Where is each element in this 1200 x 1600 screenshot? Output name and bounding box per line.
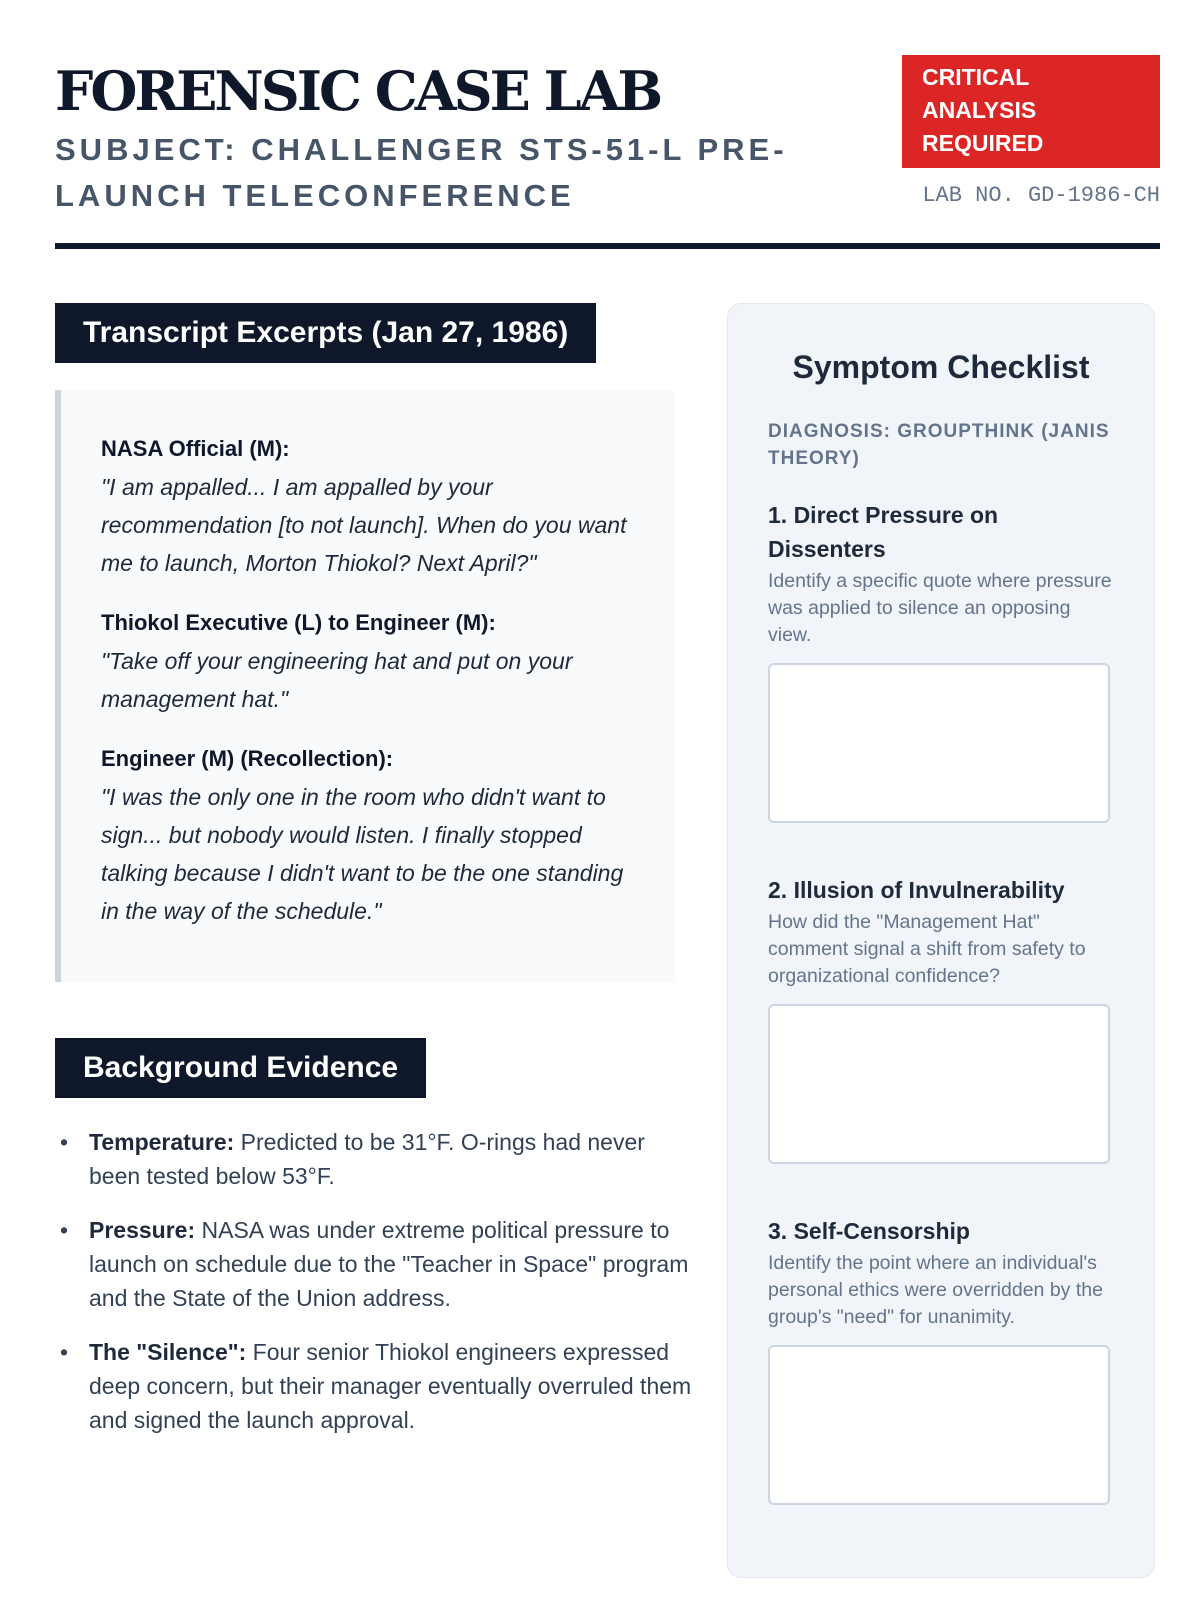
- symptom-title: 2. Illusion of Invulnerability: [768, 877, 1065, 903]
- evidence-list: [55, 1125, 695, 1457]
- symptom-prompt: Identify the point where an individual's personal ethics were overridden by the group's "need" for unanimity.: [768, 1252, 1103, 1328]
- case-subject: SUBJECT: CHALLENGER STS-51-L PRE-LAUNCH TELECONFERENCE: [55, 132, 788, 213]
- transcript-panel: [55, 390, 675, 982]
- transcript-entry: [101, 740, 645, 930]
- symptom-item: [768, 873, 1114, 1164]
- evidence-text: Four senior Thiokol engineers expressed deep concern, but their manager eventually overruled them and signed the launch approval.: [89, 1339, 692, 1433]
- symptom-2-answer-field[interactable]: [768, 1004, 1110, 1164]
- evidence-heading: Background Evidence: [55, 1038, 426, 1098]
- symptom-prompt: Identify a specific quote where pressure was applied to silence an opposing view.: [768, 570, 1112, 646]
- evidence-label: Pressure:: [89, 1217, 196, 1243]
- symptom-checklist-panel: [727, 303, 1155, 1578]
- evidence-label: Temperature:: [89, 1129, 235, 1155]
- quote-text: "I am appalled... I am appalled by your recommendation [to not launch]. When do you want me to launch, Morton Thiokol? Next April?": [101, 474, 627, 576]
- evidence-text: Predicted to be 31°F. O-rings had never been tested below 53°F.: [89, 1129, 645, 1189]
- transcript-heading: Transcript Excerpts (Jan 27, 1986): [55, 303, 596, 363]
- speaker-label: Engineer (M) (Recollection):: [101, 746, 394, 771]
- lab-number: LAB NO. GD-1986-CH: [922, 183, 1160, 208]
- evidence-item: [55, 1125, 695, 1193]
- symptom-title: 3. Self-Censorship: [768, 1218, 970, 1244]
- symptom-title: 1. Direct Pressure on Dissenters: [768, 502, 999, 562]
- evidence-item: [55, 1335, 695, 1437]
- bullet-icon: •: [60, 1217, 69, 1243]
- bullet-icon: •: [60, 1129, 69, 1155]
- page-header: [55, 55, 1160, 249]
- symptom-item: [768, 498, 1114, 823]
- speaker-label: Thiokol Executive (L) to Engineer (M):: [101, 610, 496, 635]
- transcript-entry: [101, 430, 645, 582]
- critical-badge: CRITICAL ANALYSIS REQUIRED: [902, 55, 1160, 168]
- checklist-title: Symptom Checklist: [792, 349, 1090, 385]
- bullet-icon: •: [60, 1339, 69, 1365]
- symptom-item: [768, 1214, 1114, 1505]
- evidence-item: [55, 1213, 695, 1315]
- page-title: FORENSIC CASE LAB: [55, 59, 661, 123]
- quote-text: "Take off your engineering hat and put on your management hat.": [101, 648, 573, 712]
- quote-text: "I was the only one in the room who didn't want to sign... but nobody would listen. I finally stopped talking because I didn't want to be the one standing in the way of the schedule.": [101, 784, 624, 924]
- speaker-label: NASA Official (M):: [101, 436, 290, 461]
- transcript-entry: [101, 604, 645, 718]
- symptom-prompt: How did the "Management Hat" comment signal a shift from safety to organizational confidence?: [768, 911, 1086, 987]
- diagnosis-label: DIAGNOSIS: GROUPTHINK (JANIS THEORY): [768, 421, 1110, 469]
- evidence-label: The "Silence":: [89, 1339, 247, 1365]
- symptom-1-answer-field[interactable]: [768, 663, 1110, 823]
- symptom-3-answer-field[interactable]: [768, 1345, 1110, 1505]
- evidence-text: NASA was under extreme political pressure to launch on schedule due to the "Teacher in Space" program and the State of the Union address.: [89, 1217, 689, 1311]
